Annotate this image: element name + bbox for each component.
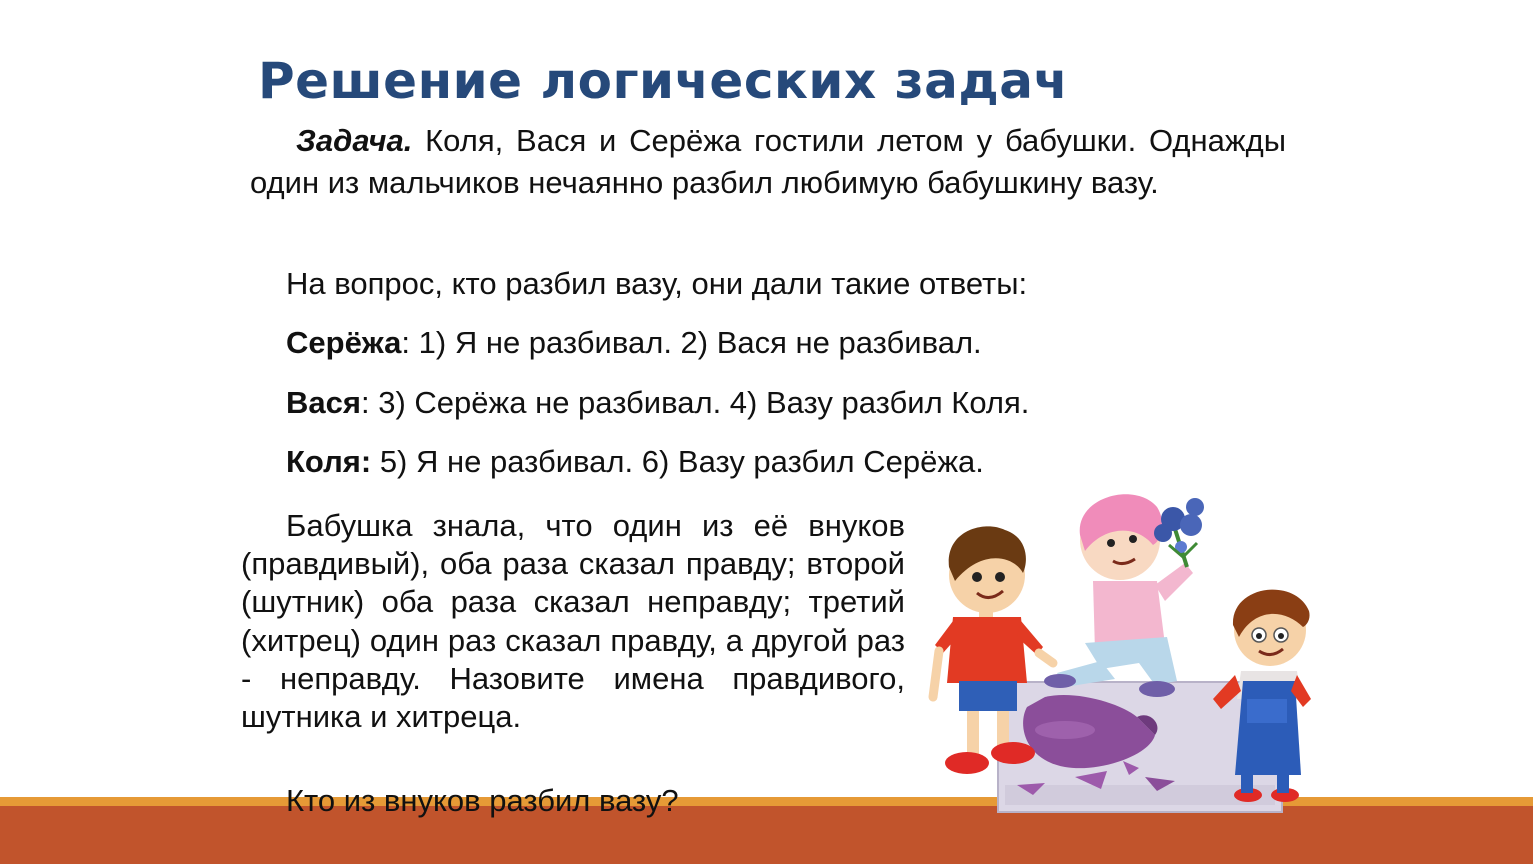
slide-title: Решение логических задач xyxy=(258,52,1069,110)
task-intro xyxy=(250,120,1286,204)
statement-line: Вася: 3) Серёжа не разбивал. 4) Вазу разбил Коля. xyxy=(286,385,1030,420)
three-boys-broken-vase-illustration xyxy=(925,485,1325,820)
question-line: На вопрос, кто разбил вазу, они дали такие ответы: xyxy=(286,266,1028,301)
task-intro-text: Коля, Вася и Серёжа гостили летом у бабушки. Однажды один из мальчиков нечаянно разбил любимую бабушкину вазу. xyxy=(250,123,1286,200)
speaker-name: Коля: xyxy=(286,444,372,479)
speaker-name: Серёжа xyxy=(286,325,402,360)
statement-text: 5) Я не разбивал. 6) Вазу разбил Серёжа. xyxy=(371,444,984,479)
speaker-name: Вася xyxy=(286,385,361,420)
statement-line xyxy=(286,444,984,480)
statement-text: 3) Серёжа не разбивал. 4) Вазу разбил Коля. xyxy=(369,385,1030,420)
statement-line: Серёжа: 1) Я не разбивал. 2) Вася не разбивал. xyxy=(286,325,982,360)
statement-text: 1) Я не разбивал. 2) Вася не разбивал. xyxy=(410,325,982,360)
task-label: Задача. xyxy=(296,123,413,158)
condition-paragraph: Бабушка знала, что один из её внуков (правдивый), оба раза сказал правду; второй (шутник) оба раза сказал неправду; третий (хитрец) один раз сказал правду, а другой раз - неправду. Назовите имена правдивого, шутника и хитреца. xyxy=(241,508,905,735)
final-question: Кто из внуков разбил вазу? xyxy=(286,783,679,818)
